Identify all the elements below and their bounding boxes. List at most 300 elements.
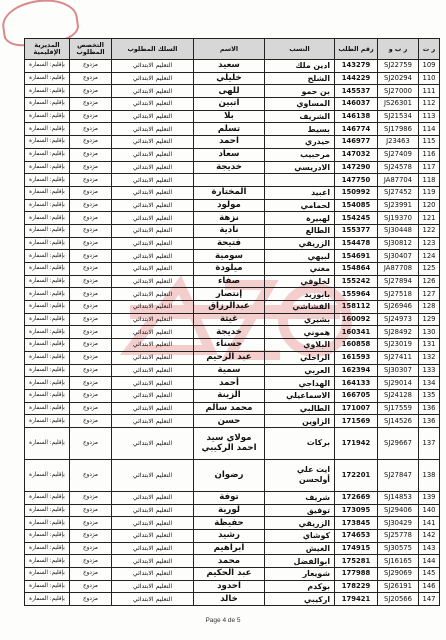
cell-code: 166705: [335, 389, 378, 402]
table-row: [25, 85, 440, 98]
cell-num: 139: [419, 491, 440, 504]
table-row: [25, 351, 440, 364]
cell-name: أحمد: [194, 377, 265, 390]
cell-corps: التعليم الابتدائي: [112, 459, 194, 491]
table-row: [25, 212, 440, 225]
cell-code: 154691: [335, 250, 378, 263]
cell-family: بركات: [265, 427, 335, 459]
cell-region: بإقليم: السمارة: [25, 250, 70, 263]
table-row: [25, 288, 440, 301]
cell-family: الطالع: [265, 224, 335, 237]
cell-num: 116: [419, 148, 440, 161]
cell-name: تسلم: [194, 123, 265, 136]
cell-corps: التعليم الابتدائي: [112, 237, 194, 250]
cell-name: عبد الحكيم: [194, 568, 265, 581]
cell-id: SJ30448: [378, 224, 419, 237]
cell-name: للهى: [194, 85, 265, 98]
cell-corps: التعليم الابتدائي: [112, 136, 194, 149]
cell-region: بإقليم: السمارة: [25, 555, 70, 568]
cell-num: 113: [419, 110, 440, 123]
cell-spec: مزدوج: [70, 459, 112, 491]
cell-spec: مزدوج: [70, 123, 112, 136]
cell-name: مولاي سيد احمد الركيبي: [194, 427, 265, 459]
cell-id: SJ29406: [378, 504, 419, 517]
cell-id: SJ30407: [378, 250, 419, 263]
cell-id: SJ29667: [378, 427, 419, 459]
cell-id: JS26301: [378, 98, 419, 111]
cell-name: خالد: [194, 593, 265, 606]
cell-code: 161593: [335, 351, 378, 364]
cell-num: 143: [419, 542, 440, 555]
cell-family: مغني: [265, 263, 335, 276]
cell-corps: التعليم الابتدائي: [112, 199, 194, 212]
cell-name: بلا: [194, 110, 265, 123]
cell-corps: التعليم الابتدائي: [112, 301, 194, 314]
table-row: [25, 148, 440, 161]
cell-id: JA87708: [378, 263, 419, 276]
cell-corps: التعليم الابتدائي: [112, 593, 194, 606]
cell-spec: مزدوج: [70, 364, 112, 377]
cell-name: فتيحة: [194, 237, 265, 250]
cell-corps: التعليم الابتدائي: [112, 580, 194, 593]
cell-name: ابراهيم: [194, 542, 265, 555]
cell-region: بإقليم: السمارة: [25, 212, 70, 225]
header-family: النسب: [265, 39, 335, 60]
cell-num: 137: [419, 427, 440, 459]
cell-num: 122: [419, 224, 440, 237]
cell-name: عبد الرحيم: [194, 351, 265, 364]
cell-region: بإقليم: السمارة: [25, 148, 70, 161]
cell-code: 155377: [335, 224, 378, 237]
table-row: [25, 110, 440, 123]
cell-corps: التعليم الابتدائي: [112, 60, 194, 73]
cell-spec: مزدوج: [70, 326, 112, 339]
cell-spec: مزدوج: [70, 136, 112, 149]
cell-family: الادريسي: [265, 161, 335, 174]
cell-corps: التعليم الابتدائي: [112, 542, 194, 555]
cell-spec: مزدوج: [70, 313, 112, 326]
cell-code: 145537: [335, 85, 378, 98]
cell-num: 127: [419, 288, 440, 301]
table-row: [25, 161, 440, 174]
cell-name: سعاد: [194, 148, 265, 161]
cell-family: الزريقي: [265, 517, 335, 530]
cell-code: 173095: [335, 504, 378, 517]
cell-id: SJ30429: [378, 517, 419, 530]
header-corps: السلك المطلوب: [112, 39, 194, 60]
table-row: [25, 174, 440, 187]
table-row: [25, 250, 440, 263]
cell-spec: مزدوج: [70, 593, 112, 606]
cell-region: بإقليم: السمارة: [25, 530, 70, 543]
cell-id: SJ30812: [378, 237, 419, 250]
cell-corps: التعليم الابتدائي: [112, 263, 194, 276]
cell-id: SJ28492: [378, 326, 419, 339]
cell-id: SJ26946: [378, 301, 419, 314]
cell-name: سعيد: [194, 60, 265, 73]
cell-code: 146138: [335, 110, 378, 123]
cell-region: بإقليم: السمارة: [25, 224, 70, 237]
cell-region: بإقليم: السمارة: [25, 288, 70, 301]
cell-name: احمد: [194, 136, 265, 149]
cell-id: SJ24578: [378, 161, 419, 174]
cell-id: SJ27894: [378, 275, 419, 288]
cell-id: SJ21534: [378, 110, 419, 123]
table-row: [25, 427, 440, 459]
cell-code: 164133: [335, 377, 378, 390]
cell-spec: مزدوج: [70, 389, 112, 402]
table-row: [25, 199, 440, 212]
cell-family: بسيط: [265, 123, 335, 136]
cell-name: سمية: [194, 364, 265, 377]
cell-corps: التعليم الابتدائي: [112, 85, 194, 98]
cell-corps: التعليم الابتدائي: [112, 224, 194, 237]
cell-code: 144229: [335, 72, 378, 85]
cell-corps: التعليم الابتدائي: [112, 364, 194, 377]
cell-num: 136: [419, 402, 440, 415]
cell-num: 147: [419, 593, 440, 606]
cell-region: بإقليم: السمارة: [25, 491, 70, 504]
cell-family: الاسماعيلي: [265, 389, 335, 402]
cell-num: 133: [419, 364, 440, 377]
table-row: [25, 389, 440, 402]
cell-num: 131: [419, 339, 440, 352]
cell-num: 111: [419, 85, 440, 98]
cell-num: 115: [419, 136, 440, 149]
cell-code: 147032: [335, 148, 378, 161]
cell-region: بإقليم: السمارة: [25, 301, 70, 314]
cell-region: بإقليم: السمارة: [25, 351, 70, 364]
cell-corps: التعليم الابتدائي: [112, 415, 194, 428]
cell-spec: مزدوج: [70, 263, 112, 276]
cell-name: عبدالرزاق: [194, 301, 265, 314]
cell-family: القشاشي: [265, 301, 335, 314]
table-row: [25, 459, 440, 491]
cell-code: 160341: [335, 326, 378, 339]
cell-family: الهداجي: [265, 377, 335, 390]
table-row: [25, 123, 440, 136]
cell-corps: التعليم الابتدائي: [112, 161, 194, 174]
cell-name: احدود: [194, 580, 265, 593]
cell-name: محمد سالم: [194, 402, 265, 415]
cell-corps: التعليم الابتدائي: [112, 288, 194, 301]
table-row: [25, 313, 440, 326]
cell-region: بإقليم: السمارة: [25, 110, 70, 123]
cell-spec: مزدوج: [70, 98, 112, 111]
cell-family: الراحلي: [265, 351, 335, 364]
cell-name: رشيد: [194, 530, 265, 543]
cell-id: SJ27409: [378, 148, 419, 161]
cell-code: 171569: [335, 415, 378, 428]
table-row: [25, 60, 440, 73]
cell-region: بإقليم: السمارة: [25, 199, 70, 212]
cell-num: 114: [419, 123, 440, 136]
cell-family: البلاوي: [265, 339, 335, 352]
table-row: [25, 568, 440, 581]
table-row: [25, 530, 440, 543]
cell-region: بإقليم: السمارة: [25, 326, 70, 339]
cell-corps: التعليم الابتدائي: [112, 250, 194, 263]
cell-spec: مزدوج: [70, 580, 112, 593]
cell-num: 109: [419, 60, 440, 73]
table-row: [25, 98, 440, 111]
cell-id: SJ22759: [378, 60, 419, 73]
cell-region: بإقليم: السمارة: [25, 389, 70, 402]
cell-code: 162394: [335, 364, 378, 377]
table-row: [25, 364, 440, 377]
cell-id: SJ14853: [378, 491, 419, 504]
cell-family: الغيش: [265, 542, 335, 555]
cell-family: المساوي: [265, 98, 335, 111]
cell-region: بإقليم: السمارة: [25, 377, 70, 390]
cell-region: بإقليم: السمارة: [25, 174, 70, 187]
cell-num: 124: [419, 250, 440, 263]
table-row: [25, 504, 440, 517]
cell-corps: التعليم الابتدائي: [112, 72, 194, 85]
cell-num: 129: [419, 313, 440, 326]
cell-code: 146037: [335, 98, 378, 111]
cell-spec: مزدوج: [70, 377, 112, 390]
cell-region: بإقليم: السمارة: [25, 427, 70, 459]
table-row: [25, 339, 440, 352]
cell-code: 179421: [335, 593, 378, 606]
header-name: الاسم: [194, 39, 265, 60]
cell-corps: التعليم الابتدائي: [112, 377, 194, 390]
cell-id: SJ29014: [378, 377, 419, 390]
cell-code: 147750: [335, 174, 378, 187]
cell-num: 112: [419, 98, 440, 111]
cell-family: شريف: [265, 491, 335, 504]
table-row: [25, 224, 440, 237]
cell-num: 136: [419, 415, 440, 428]
cell-num: 126: [419, 275, 440, 288]
table-row: [25, 301, 440, 314]
cell-region: بإقليم: السمارة: [25, 402, 70, 415]
cell-id: JA87704: [378, 174, 419, 187]
cell-num: 118: [419, 174, 440, 187]
cell-name: رضوان: [194, 459, 265, 491]
cell-spec: مزدوج: [70, 530, 112, 543]
cell-num: 117: [419, 161, 440, 174]
cell-corps: التعليم الابتدائي: [112, 174, 194, 187]
cell-name: مولود: [194, 199, 265, 212]
table-row: [25, 263, 440, 276]
cell-name: خليلي: [194, 72, 265, 85]
cell-num: 141: [419, 517, 440, 530]
cell-num: 135: [419, 389, 440, 402]
cell-code: 174653: [335, 530, 378, 543]
cell-spec: مزدوج: [70, 402, 112, 415]
cell-spec: مزدوج: [70, 148, 112, 161]
cell-id: SJ24973: [378, 313, 419, 326]
cell-name: خديجة: [194, 326, 265, 339]
cell-code: 154085: [335, 199, 378, 212]
cell-family: كوشاي: [265, 530, 335, 543]
cell-corps: التعليم الابتدائي: [112, 568, 194, 581]
cell-code: 172669: [335, 491, 378, 504]
cell-code: 154478: [335, 237, 378, 250]
cell-region: بإقليم: السمارة: [25, 415, 70, 428]
cell-name: نادية: [194, 224, 265, 237]
cell-region: بإقليم: السمارة: [25, 593, 70, 606]
cell-name: حسن: [194, 415, 265, 428]
cell-corps: التعليم الابتدائي: [112, 212, 194, 225]
cell-corps: التعليم الابتدائي: [112, 491, 194, 504]
cell-spec: مزدوج: [70, 186, 112, 199]
cell-corps: التعليم الابتدائي: [112, 339, 194, 352]
cell-family: الشريف: [265, 110, 335, 123]
cell-code: 172201: [335, 459, 378, 491]
cell-num: 110: [419, 72, 440, 85]
cell-corps: التعليم الابتدائي: [112, 123, 194, 136]
cell-family: لبيهي: [265, 250, 335, 263]
cell-name: صفاء: [194, 275, 265, 288]
cell-corps: التعليم الابتدائي: [112, 326, 194, 339]
cell-family: ادين ملك: [265, 60, 335, 73]
cell-id: SJ26191: [378, 580, 419, 593]
cell-code: 171942: [335, 427, 378, 459]
cell-spec: مزدوج: [70, 339, 112, 352]
cell-family: [265, 174, 335, 187]
cell-corps: التعليم الابتدائي: [112, 530, 194, 543]
cell-family: مرحبيب: [265, 148, 335, 161]
cell-family: الزاوين: [265, 415, 335, 428]
cell-id: SJ27000: [378, 85, 419, 98]
cell-region: بإقليم: السمارة: [25, 313, 70, 326]
cell-name: اتبين: [194, 98, 265, 111]
cell-family: بن حمو: [265, 85, 335, 98]
cell-id: SJ27452: [378, 186, 419, 199]
cell-name: توفة: [194, 491, 265, 504]
table-row: [25, 542, 440, 555]
cell-family: لخلوفي: [265, 275, 335, 288]
cell-code: 155242: [335, 275, 378, 288]
cell-corps: التعليم الابتدائي: [112, 517, 194, 530]
cell-name: حسناء: [194, 339, 265, 352]
cell-name: غيثة: [194, 313, 265, 326]
cell-code: 146774: [335, 123, 378, 136]
cell-family: ابوالفضل: [265, 555, 335, 568]
candidates-table: [24, 38, 440, 606]
cell-id: SJ24128: [378, 389, 419, 402]
cell-code: 160092: [335, 313, 378, 326]
cell-num: 121: [419, 212, 440, 225]
cell-num: 123: [419, 237, 440, 250]
cell-spec: مزدوج: [70, 161, 112, 174]
cell-spec: مزدوج: [70, 517, 112, 530]
cell-family: العربي: [265, 364, 335, 377]
cell-spec: مزدوج: [70, 212, 112, 225]
cell-family: بابوزيد: [265, 288, 335, 301]
cell-num: 146: [419, 580, 440, 593]
cell-family: حيدري: [265, 136, 335, 149]
table-row: [25, 136, 440, 149]
cell-region: بإقليم: السمارة: [25, 237, 70, 250]
cell-id: SJ25778: [378, 530, 419, 543]
cell-region: بإقليم: السمارة: [25, 504, 70, 517]
table-row: [25, 580, 440, 593]
cell-code: 146977: [335, 136, 378, 149]
cell-spec: مزدوج: [70, 275, 112, 288]
cell-family: بوكدم: [265, 580, 335, 593]
cell-corps: التعليم الابتدائي: [112, 275, 194, 288]
cell-region: بإقليم: السمارة: [25, 136, 70, 149]
cell-region: بإقليم: السمارة: [25, 85, 70, 98]
cell-id: SJ17559: [378, 402, 419, 415]
table-body: [25, 60, 440, 606]
cell-family: اعبيد: [265, 186, 335, 199]
cell-spec: مزدوج: [70, 427, 112, 459]
header-region: المديرية الإقليمية: [25, 39, 70, 60]
cell-code: 155964: [335, 288, 378, 301]
cell-id: SJ27411: [378, 351, 419, 364]
cell-family: لحمامي: [265, 199, 335, 212]
cell-corps: التعليم الابتدائي: [112, 389, 194, 402]
cell-id: SJ23991: [378, 199, 419, 212]
cell-name: الزينة: [194, 389, 265, 402]
table-row: [25, 377, 440, 390]
cell-region: بإقليم: السمارة: [25, 123, 70, 136]
cell-region: بإقليم: السمارة: [25, 580, 70, 593]
cell-spec: مزدوج: [70, 568, 112, 581]
cell-spec: مزدوج: [70, 250, 112, 263]
table-row: [25, 326, 440, 339]
cell-num: 125: [419, 263, 440, 276]
cell-region: بإقليم: السمارة: [25, 60, 70, 73]
cell-family: لهبيرة: [265, 212, 335, 225]
header-code: رقم الطلب: [335, 39, 378, 60]
cell-corps: التعليم الابتدائي: [112, 98, 194, 111]
cell-name: حفيظة: [194, 517, 265, 530]
cell-spec: مزدوج: [70, 504, 112, 517]
cell-family: الزريقي: [265, 237, 335, 250]
cell-id: SJ17986: [378, 123, 419, 136]
cell-name: خديجة: [194, 161, 265, 174]
cell-family: توفيق: [265, 504, 335, 517]
cell-num: 142: [419, 530, 440, 543]
cell-corps: التعليم الابتدائي: [112, 351, 194, 364]
cell-region: بإقليم: السمارة: [25, 339, 70, 352]
cell-code: 173845: [335, 517, 378, 530]
cell-code: 160858: [335, 339, 378, 352]
cell-spec: مزدوج: [70, 110, 112, 123]
cell-spec: مزدوج: [70, 72, 112, 85]
cell-id: SJ20566: [378, 593, 419, 606]
cell-corps: التعليم الابتدائي: [112, 148, 194, 161]
cell-id: SJ19370: [378, 212, 419, 225]
cell-spec: مزدوج: [70, 174, 112, 187]
cell-id: SJ14526: [378, 415, 419, 428]
cell-spec: مزدوج: [70, 288, 112, 301]
cell-family: هموني: [265, 326, 335, 339]
cell-spec: مزدوج: [70, 301, 112, 314]
cell-spec: مزدوج: [70, 60, 112, 73]
cell-region: بإقليم: السمارة: [25, 161, 70, 174]
cell-id: SJ23019: [378, 339, 419, 352]
cell-region: بإقليم: السمارة: [25, 364, 70, 377]
cell-region: بإقليم: السمارة: [25, 517, 70, 530]
cell-code: 178229: [335, 580, 378, 593]
cell-name: إنتصار: [194, 288, 265, 301]
cell-name: [194, 174, 265, 187]
cell-spec: مزدوج: [70, 491, 112, 504]
cell-name: سومية: [194, 250, 265, 263]
table-row: [25, 186, 440, 199]
cell-spec: مزدوج: [70, 415, 112, 428]
cell-code: 174915: [335, 542, 378, 555]
cell-code: 158112: [335, 301, 378, 314]
table-row: [25, 491, 440, 504]
